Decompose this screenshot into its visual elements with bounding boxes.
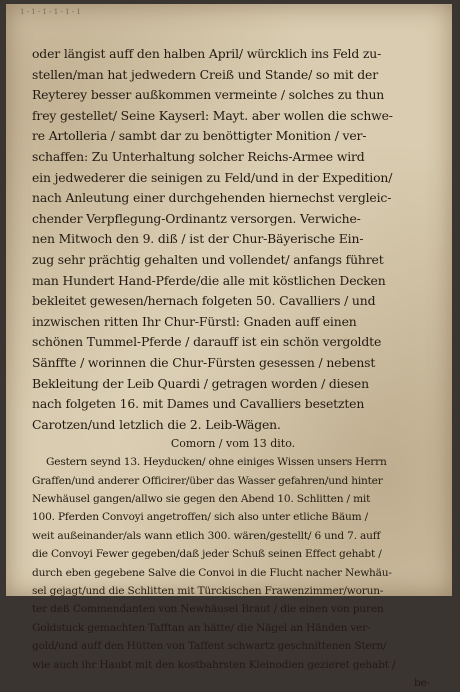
text-line: Gestern seynd 13. Heyducken/ ohne einiges Wissen unsers Herrn (46, 456, 387, 469)
text-line: sel gejagt/und die Schlitten mit Türckischen Frawenzimmer/worun- (32, 585, 384, 598)
text-line: stellen/man hat jedwedern Creiß und Stande/ so mit der (32, 66, 379, 82)
text-line: Carotzen/und letzlich die 2. Leib-Wägen. (32, 416, 281, 432)
text-line: re Artolleria / sambt dar zu benöttigter Monition / ver- (32, 128, 367, 144)
text-line: wie auch ihr Haubt mit den kostbahrsten Kleinodien gezieret gehabt / (32, 658, 396, 671)
text-line: zug sehr prächtig gehalten und vollendet/ anfangs führet (32, 251, 384, 267)
dateline: Comorn / vom 13 dito. (170, 437, 296, 451)
page-text (32, 44, 434, 692)
text-line: weit außeinander/als wann etlich 300. wären/gestellt/ 6 und 7. auff (32, 529, 381, 542)
text-line: Bekleitung der Leib Quardi / getragen worden / diesen (32, 375, 369, 391)
text-line: schönen Tummel-Pferde / darauff ist ein schön vergoldte (32, 334, 382, 350)
text-line: 100. Pferden Convoyi angetroffen/ sich also unter etliche Bäum / (32, 511, 368, 524)
text-line: nen Mitwoch den 9. diß / ist der Chur-Bäyerische Ein- (32, 231, 364, 247)
text-line: Sänffte / worinnen die Chur-Fürsten gesessen / nebenst (32, 354, 376, 370)
text-line: ter deß Commendanten von Newhäusel Braut / die einen von puren (32, 603, 384, 616)
news-paragraph (32, 453, 434, 674)
text-line: ein jedwederer die seinigen zu Feld/und in der Expedition/ (32, 169, 393, 185)
text-line: inzwischen ritten Ihr Chur-Fürstl: Gnaden auff einen (32, 313, 357, 329)
text-line: Graffen/und anderer Officirer/über das Wasser gefahren/und hinter (32, 474, 383, 487)
text-line: man Hundert Hand-Pferde/die alle mit köstlichen Decken (32, 272, 386, 288)
text-line: Goldstuck gemachten Tafftan an hätte/ die Nägel an Händen ver- (32, 621, 371, 634)
main-paragraph (32, 44, 434, 435)
text-line: die Convoyi Fewer gegeben/daß jeder Schuß seinen Effect gehabt / (32, 548, 382, 561)
text-line: Newhäusel gangen/allwo sie gegen den Abend 10. Schlitten / mit (32, 493, 371, 506)
text-line: nach folgeten 16. mit Dames und Cavalliers besetzten (32, 396, 365, 412)
text-line: schaffen: Zu Unterhaltung solcher Reichs-Armee wird (32, 148, 365, 164)
text-line: oder längist auff den halben April/ würcklich ins Feld zu- (32, 46, 382, 61)
text-line: Reyterey besser außkommen vermeinte / solches zu thun (32, 87, 385, 103)
text-line: gold/und auff den Hütten von Taffent schwartz geschnittenen Stern/ (32, 640, 387, 653)
text-line: nach Anleutung einer durchgehenden hiernechst vergleic- (32, 190, 392, 206)
text-line: frey gestellet/ Seine Kayserl: Mayt. aber wollen die schwe- (32, 107, 393, 123)
text-line: bekleitet gewesen/hernach folgeten 50. Cavalliers / und (32, 293, 376, 309)
text-line: durch eben gegebene Salve die Convoi in die Flucht nacher Newhäu- (32, 566, 392, 579)
corner-mark: 1 - 1 - 1 - 1 - 1 - 1 (20, 8, 81, 16)
catchword: be- (413, 676, 430, 689)
text-line: chender Verpflegung-Ordinantz versorgen. Verwiche- (32, 210, 361, 226)
newspaper-page (6, 4, 452, 689)
